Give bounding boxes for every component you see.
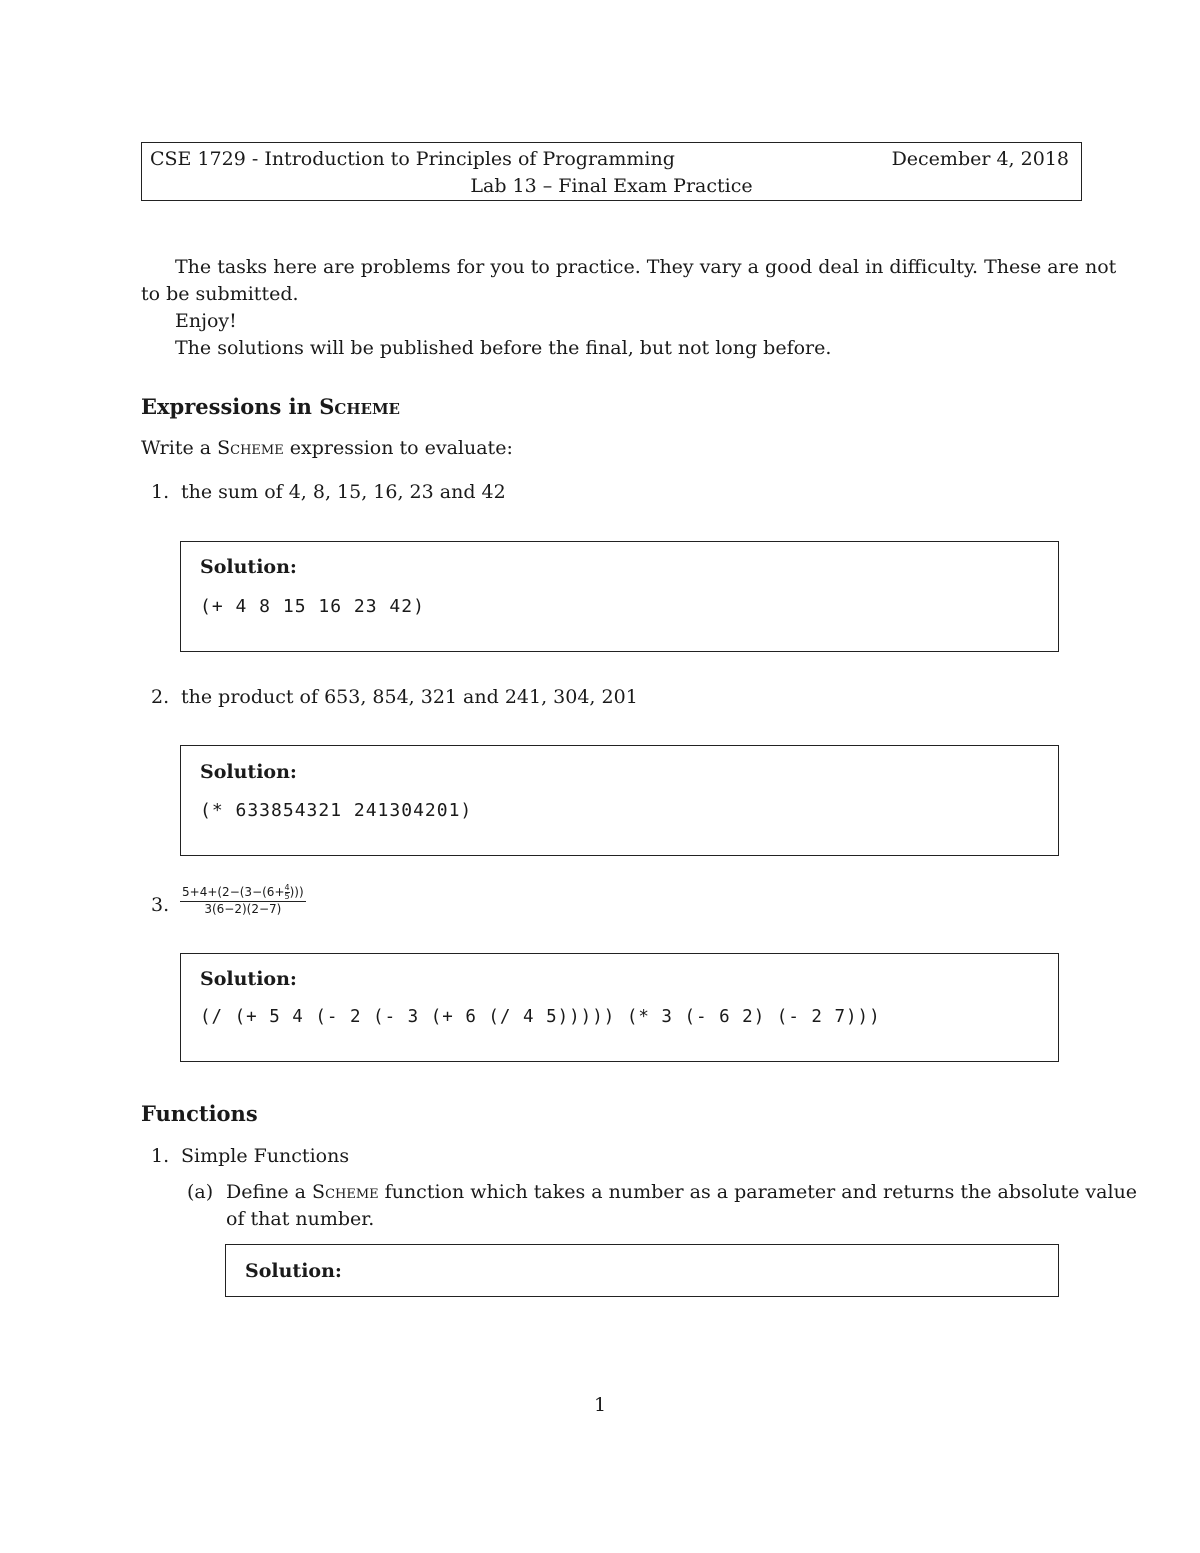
math-fraction: 5+4+(2−(3−(6+ $\frac{4}{5}$ ))) 3(6−2)(2−7) xyxy=(182,883,304,916)
item-number: 1. xyxy=(151,1145,170,1167)
intro-line-2: to be submitted. xyxy=(141,283,299,305)
solution-label: Solution: xyxy=(245,1260,342,1282)
lab-title: Lab 13 – Final Exam Practice xyxy=(470,175,753,197)
solution-code: (+ 4 8 15 16 23 42) xyxy=(200,596,425,617)
item-number: 1. xyxy=(151,481,170,503)
subitem-label: (a) xyxy=(187,1181,214,1203)
course-title: CSE 1729 - Introduction to Principles of Programming xyxy=(150,148,675,170)
item-number: 3. xyxy=(151,894,170,916)
solution-box xyxy=(225,1244,1059,1297)
subitem-text-line-2: of that number. xyxy=(226,1208,375,1230)
header-date: December 4, 2018 xyxy=(891,148,1069,170)
item-text: the product of 653, 854, 321 and 241, 304, 201 xyxy=(181,686,638,708)
section-title-functions: Functions xyxy=(141,1101,258,1126)
item-text: Simple Functions xyxy=(181,1145,350,1167)
page-number: 1 xyxy=(593,1394,607,1416)
item-number: 2. xyxy=(151,686,170,708)
intro-line-4: The solutions will be published before the final, but not long before. xyxy=(175,337,832,359)
section-title-expressions: Expressions in Scheme xyxy=(141,394,400,419)
subitem-text-line-1: Define a Scheme function which takes a number as a parameter and returns the absolute value xyxy=(226,1181,1138,1203)
intro-line-1: The tasks here are problems for you to practice. They vary a good deal in difficulty. These are not xyxy=(175,256,1117,278)
solution-label: Solution: xyxy=(200,556,297,578)
solution-code: (* 633854321 241304201) xyxy=(200,800,473,821)
solution-label: Solution: xyxy=(200,761,297,783)
intro-line-3: Enjoy! xyxy=(175,310,237,332)
solution-code: (/ (+ 5 4 (- 2 (- 3 (+ 6 (/ 4 5))))) (* 3 (- 6 2) (- 2 7))) xyxy=(200,1007,881,1027)
item-text: the sum of 4, 8, 15, 16, 23 and 42 xyxy=(181,481,506,503)
solution-label: Solution: xyxy=(200,968,297,990)
section1-prompt: Write a Scheme expression to evaluate: xyxy=(141,437,513,459)
